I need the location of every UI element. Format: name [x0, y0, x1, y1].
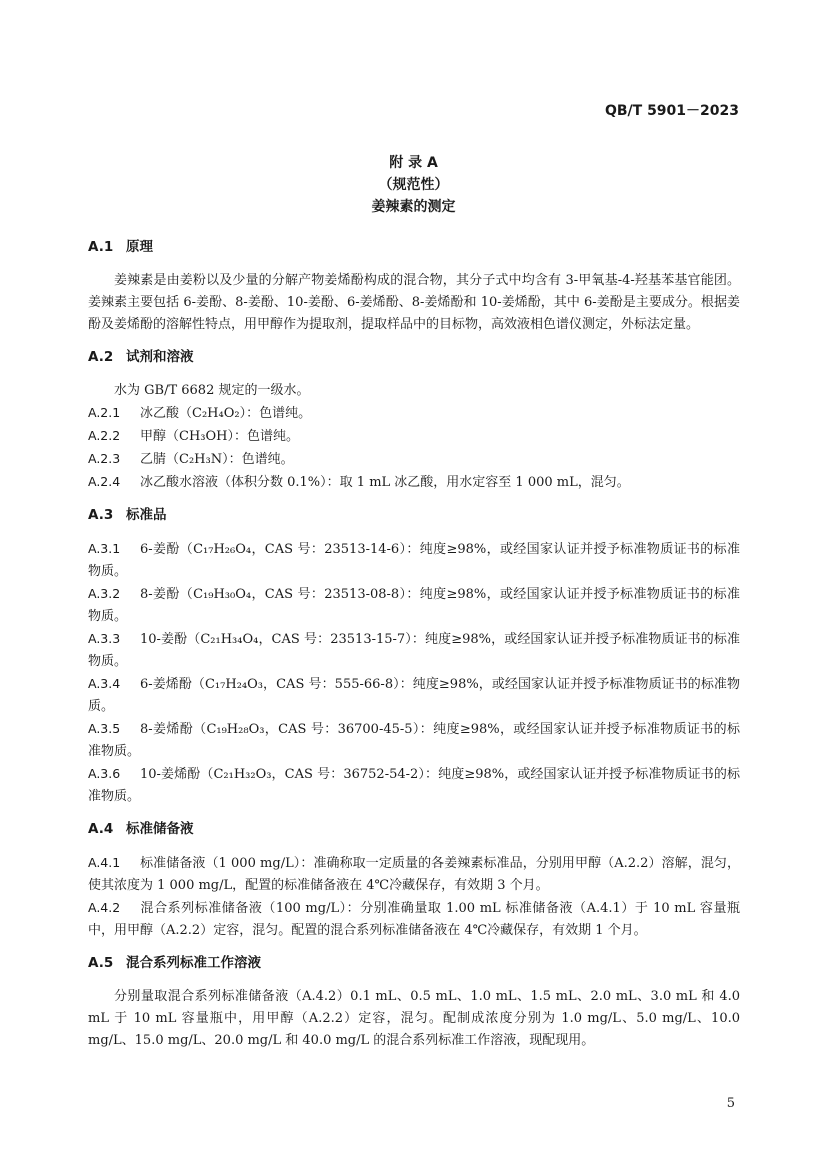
- section-title: 标准储备液: [126, 821, 194, 837]
- clause-number: A.3.1: [88, 541, 121, 556]
- appendix-title: 附 录 A: [389, 155, 438, 171]
- appendix-type: （规范性）: [378, 177, 449, 193]
- section-heading-a1: [88, 236, 740, 258]
- appendix-heading: [0, 152, 827, 218]
- clause-number: A.3.4: [88, 676, 121, 691]
- section-heading-a3: [88, 504, 740, 526]
- clause-item: [88, 538, 740, 583]
- clause-item: [88, 763, 740, 808]
- section-number: A.1: [88, 239, 114, 255]
- clause-number: A.2.2: [88, 428, 121, 443]
- clause-item: [88, 425, 740, 448]
- appendix-body: [88, 236, 740, 1052]
- clause-text: 乙腈（C₂H₃N）：色谱纯。: [140, 452, 294, 467]
- page-number: 5: [726, 1096, 735, 1111]
- clause-item: [88, 718, 740, 763]
- clause-item: [88, 448, 740, 471]
- clause-item: [88, 402, 740, 425]
- clause-item: [88, 897, 740, 942]
- section-title: 标准品: [126, 507, 167, 523]
- clause-text: 标准储备液（1 000 mg/L）：准确称取一定质量的各姜辣素标准品，分别用甲醇（A.2.2）溶解，混匀，使其浓度为 1 000 mg/L，配置的标准储备液在 4℃冷藏保存，有效期 3 个月。: [88, 856, 740, 893]
- standard-code: QB/T 5901－2023: [604, 103, 739, 119]
- clause-text: 10-姜烯酚（C₂₁H₃₂O₃，CAS 号：36752-54-2）：纯度≥98%，或经国家认证并授予标准物质证书的标准物质。: [88, 767, 740, 804]
- section-heading-a4: [88, 818, 740, 840]
- clause-number: A.4.2: [88, 900, 121, 915]
- section-number: A.5: [88, 955, 114, 971]
- section-intro: 水为 GB/T 6682 规定的一级水。: [114, 383, 310, 398]
- clause-text: 8-姜酚（C₁₉H₃₀O₄，CAS 号：23513-08-8）：纯度≥98%，或经国家认证并授予标准物质证书的标准物质。: [88, 587, 740, 624]
- clause-number: A.2.1: [88, 405, 121, 420]
- clause-number: A.4.1: [88, 855, 121, 870]
- clause-item: [88, 471, 740, 494]
- clause-number: A.2.3: [88, 451, 121, 466]
- clause-number: A.3.2: [88, 586, 121, 601]
- section-heading-a2: [88, 346, 740, 368]
- clause-text: 6-姜酚（C₁₇H₂₆O₄，CAS 号：23513-14-6）：纯度≥98%，或经国家认证并授予标准物质证书的标准物质。: [88, 542, 740, 579]
- clause-text: 混合系列标准储备液（100 mg/L）：分别准确量取 1.00 mL 标准储备液（A.4.1）于 10 mL 容量瓶中，用甲醇（A.2.2）定容，混匀。配置的混合系列标准储备液在 4℃冷藏保存，有效期 1 个月。: [88, 901, 740, 938]
- section-paragraph: 姜辣素是由姜粉以及少量的分解产物姜烯酚构成的混合物，其分子式中均含有 3-甲氧基-4-羟基苯基官能团。姜辣素主要包括 6-姜酚、8-姜酚、10-姜酚、6-姜烯酚、8-姜烯酚和 10-姜烯酚，其中 6-姜酚是主要成分。根据姜酚及姜烯酚的溶解性特点，用甲醇作为提取剂，提取样品中的目标物，高效液相色谱仪测定，外标法定量。: [88, 273, 740, 332]
- clause-number: A.3.5: [88, 721, 121, 736]
- clause-item: [88, 583, 740, 628]
- clause-number: A.2.4: [88, 474, 121, 489]
- section-number: A.2: [88, 349, 114, 365]
- section-title: 试剂和溶液: [126, 349, 194, 365]
- section-title: 原理: [126, 239, 153, 255]
- clause-item: [88, 673, 740, 718]
- clause-text: 8-姜烯酚（C₁₉H₂₈O₃，CAS 号：36700-45-5）：纯度≥98%，或经国家认证并授予标准物质证书的标准物质。: [88, 722, 740, 759]
- section-number: A.4: [88, 821, 114, 837]
- section-paragraph: 分别量取混合系列标准储备液（A.4.2）0.1 mL、0.5 mL、1.0 mL、1.5 mL、2.0 mL、3.0 mL 和 4.0 mL 于 10 mL 容量瓶中，用甲醇（A.2.2）定容，混匀。配制成浓度分别为 1.0 mg/L、5.0 mg/L、10.0 mg/L、15.0 mg/L、20.0 mg/L 和 40.0 mg/L 的混合系列标准工作溶液，现配现用。: [88, 989, 740, 1048]
- clause-item: [88, 628, 740, 673]
- clause-number: A.3.6: [88, 766, 121, 781]
- clause-number: A.3.3: [88, 631, 121, 646]
- section-heading-a5: [88, 952, 740, 974]
- section-number: A.3: [88, 507, 114, 523]
- clause-text: 冰乙酸水溶液（体积分数 0.1%）：取 1 mL 冰乙酸，用水定容至 1 000 mL，混匀。: [140, 475, 630, 490]
- clause-item: [88, 852, 740, 897]
- clause-text: 10-姜酚（C₂₁H₃₄O₄，CAS 号：23513-15-7）：纯度≥98%，或经国家认证并授予标准物质证书的标准物质。: [88, 632, 740, 669]
- section-title: 混合系列标准工作溶液: [126, 955, 261, 971]
- clause-text: 甲醇（CH₃OH）：色谱纯。: [140, 429, 299, 444]
- appendix-subject: 姜辣素的测定: [371, 199, 456, 215]
- clause-text: 冰乙酸（C₂H₄O₂）：色谱纯。: [140, 406, 312, 421]
- clause-text: 6-姜烯酚（C₁₇H₂₄O₃，CAS 号：555-66-8）：纯度≥98%，或经国家认证并授予标准物质证书的标准物质。: [88, 677, 740, 714]
